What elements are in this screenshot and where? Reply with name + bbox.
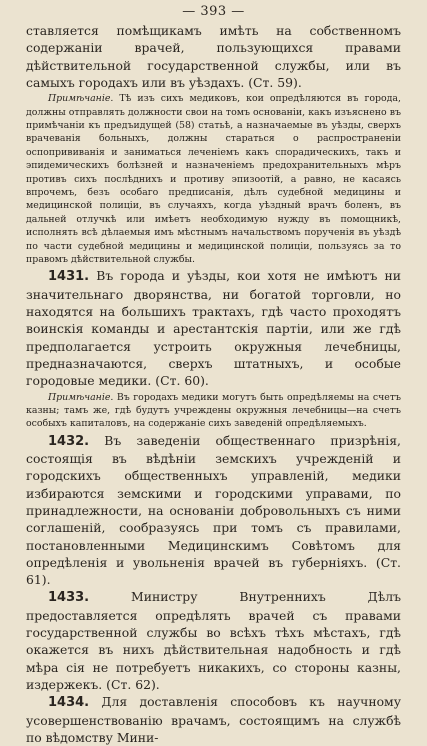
text-column [26,22,401,746]
note-text: Въ городахъ медики могутъ быть опредѣляемы на счетъ казны; тамъ же, гдѣ будутъ учреждены окружныя лечебницы—на счетъ особыхъ капиталовъ, на содержанiе сихъ заведенiй опредѣляемыхъ. [26,391,402,430]
note-label: Примѣчанiе. [48,391,114,403]
article-text: Въ заведенiи общественнаго призрѣнiя, состоящiя въ вѣдѣнiи земскихъ учрежденiй и городскихъ общественныхъ управленiй, медики избираются земскими и городскими управами, по принадлежности, на основанiи добровольныхъ съ ними соглашенiй, сообразуясь при томъ съ правилами, постановленными Медицинскимъ Совѣтомъ для опредѣленiя и увольненiя врачей въ губернiяхъ. (Ст. 61). [26,432,401,588]
article-1432 [26,432,401,589]
note-label: Примѣчанiе. [48,93,114,105]
article-number: 1434. [48,695,90,711]
article-1431 [26,267,401,389]
page-number: — 393 — [182,4,245,19]
article-number: 1431. [48,269,90,285]
article-text: Въ города и уѣзды, кои хотя не имѣютъ ни значительнаго дворянства, ни богатой торговли, но находятся на большихъ трактахъ, гдѣ часто проходятъ воинскiя команды и арестантскiя партiи, или же гдѣ предполагается устроить окружныя лечебницы, предназначаются, сверхъ штатныхъ, и особые городовые медики. (Ст. 60). [26,268,401,389]
article-text: Министру Внутреннихъ Дѣлъ предоставляется опредѣлять врачей съ правами государственной службы во всѣхъ тѣхъ мѣстахъ, гдѣ окажется въ нихъ дѣйствительная надобность и гдѣ мѣра сiя не потребуетъ никакихъ, со стороны казны, издержекъ. (Ст. 62). [26,589,401,692]
note-paragraph [26,391,401,431]
paragraph-text: ставляется помѣщикамъ имѣть на собственномъ содержанiи врачей, пользующихся правами дѣйствительной государственной службы, или въ самыхъ городахъ или въ уѣздахъ. (Ст. 59). [26,23,401,90]
article-1433 [26,588,401,693]
article-text: Для доставленiя способовъ къ научному усовершенствованiю врачамъ, состоящимъ на службѣ по вѣдомству Мини- [26,694,401,745]
paragraph-continuation [26,22,401,91]
article-1434 [26,693,401,746]
note-text: Тѣ изъ сихъ медиковъ, кои опредѣляются въ города, должны отправлять должности свои на томъ основанiи, какъ изъяснено въ примѣчанiи къ предъидущей (58) статьѣ, а назначаемые въ уѣзды, сверхъ врачеванiя больныхъ, должны стараться о распространенiи оспопрививанiя и заниматься леченiемъ какъ спорадическихъ, такъ и эпидемическихъ болѣзней и назначенiемъ предохранительныхъ мѣръ противъ сихъ послѣднихъ и противу эпизоотiй, а равно, не касаясь впрочемъ, безъ особаго предписанiя, дѣлъ судебной медицины и медицинской полицiи, въ случаяхъ, когда уѣздный врачъ боленъ, въ дальней отлучкѣ или имѣетъ необходимую нужду въ помощникѣ, исполнять всѣ дѣлаемыя имъ мѣстнымъ начальствомъ порученiя въ уѣздѣ по части судебной медицины и медицинской полицiи, пользуясь за то правомъ дѣйствительной службы. [26,93,401,266]
note-paragraph [26,92,401,266]
article-number: 1432. [48,433,90,449]
article-number: 1433. [48,590,90,606]
